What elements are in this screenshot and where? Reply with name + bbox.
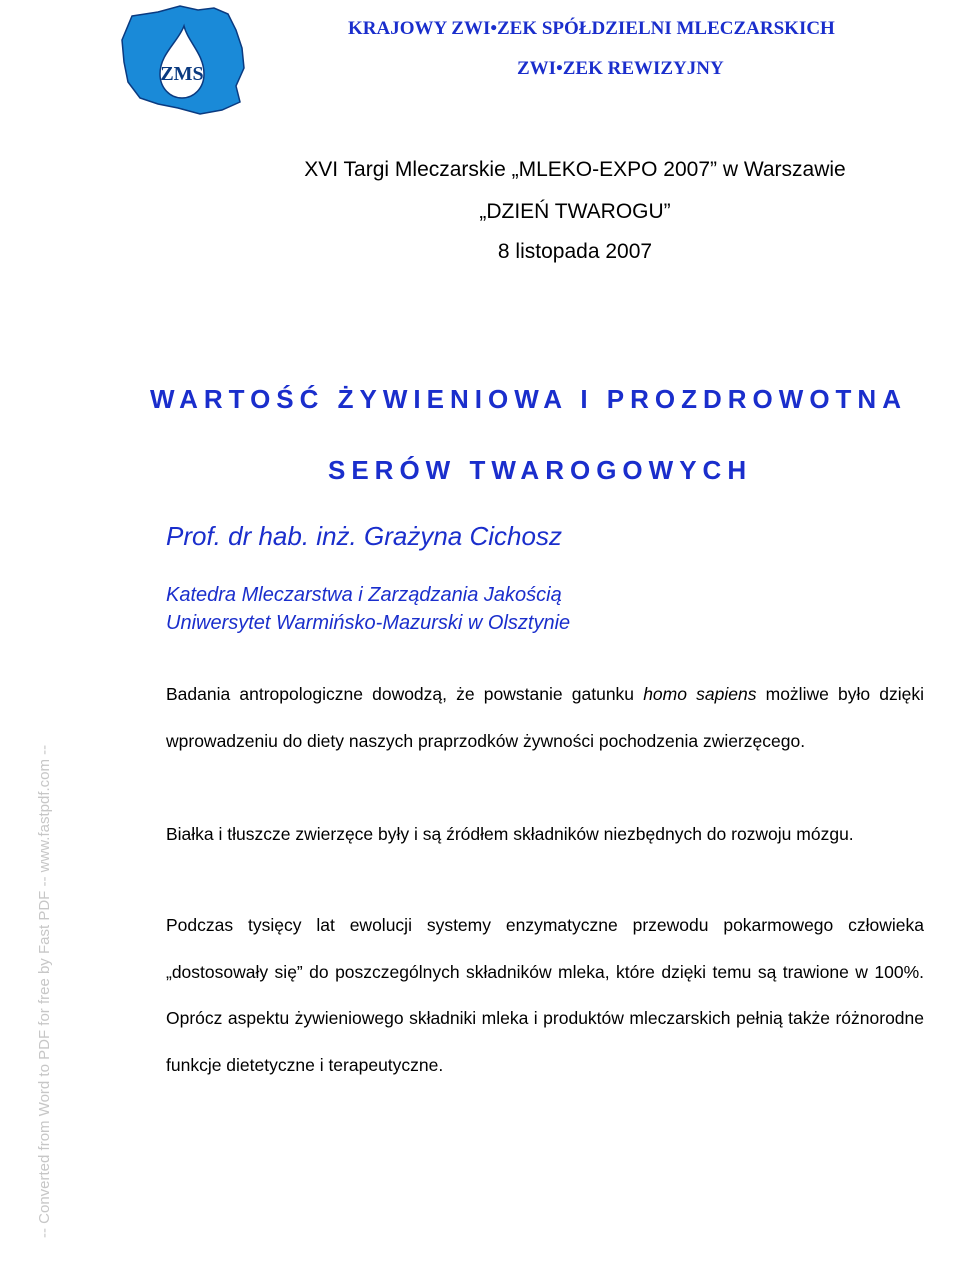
svg-text:ZMS: ZMS <box>160 63 204 85</box>
org-name-line2: ZWI•ZEK REWIZYJNY <box>517 58 724 79</box>
author-department: Katedra Mleczarstwa i Zarządzania Jakością <box>166 584 562 606</box>
author-name: Prof. dr hab. inż. Grażyna Cichosz <box>166 521 562 551</box>
paragraph-1-start: Badania antropologiczne dowodzą, że powstanie gatunku <box>166 684 644 704</box>
paragraph-3: Podczas tysięcy lat ewolucji systemy enzymatyczne przewodu pokarmowego człowieka „dostosowały się” do poszczególnych składników mleka, które dzięki temu są trawione w 100%. Oprócz aspektu żywieniowego składniki mleka i produktów mleczarskich pełnią także różnorodne funkcje dietetyczne i terapeutyczne. <box>166 915 924 1075</box>
document-title-line1: WARTOŚĆ ŻYWIENIOWA I PROZDROWOTNA <box>150 384 907 414</box>
event-title: XVI Targi Mleczarskie „MLEKO-EXPO 2007” w Warszawie <box>304 158 846 181</box>
org-name-line1: KRAJOWY ZWI•ZEK SPÓŁDZIELNI MLECZARSKICH <box>348 18 835 39</box>
event-day-name: „DZIEŃ TWAROGU” <box>479 200 671 223</box>
species-name: homo sapiens <box>643 684 757 704</box>
author-university: Uniwersytet Warmińsko-Mazurski w Olsztynie <box>166 612 571 634</box>
event-date: 8 listopada 2007 <box>497 240 653 263</box>
paragraph-1 <box>166 671 924 764</box>
paragraph-1-end: możliwe było dzięki wprowadzeniu do diety naszych praprzodków żywności pochodzenia zwierzęcego. <box>166 684 924 751</box>
zms-logo-icon <box>118 4 250 116</box>
converter-watermark: -- Converted from Word to PDF for free by Fast PDF -- www.fastpdf.com -- <box>36 744 53 1238</box>
paragraph-2: Białka i tłuszcze zwierzęce były i są źródłem składników niezbędnych do rozwoju mózgu. <box>166 824 854 844</box>
document-title-line2: SERÓW TWAROGOWYCH <box>328 455 753 485</box>
